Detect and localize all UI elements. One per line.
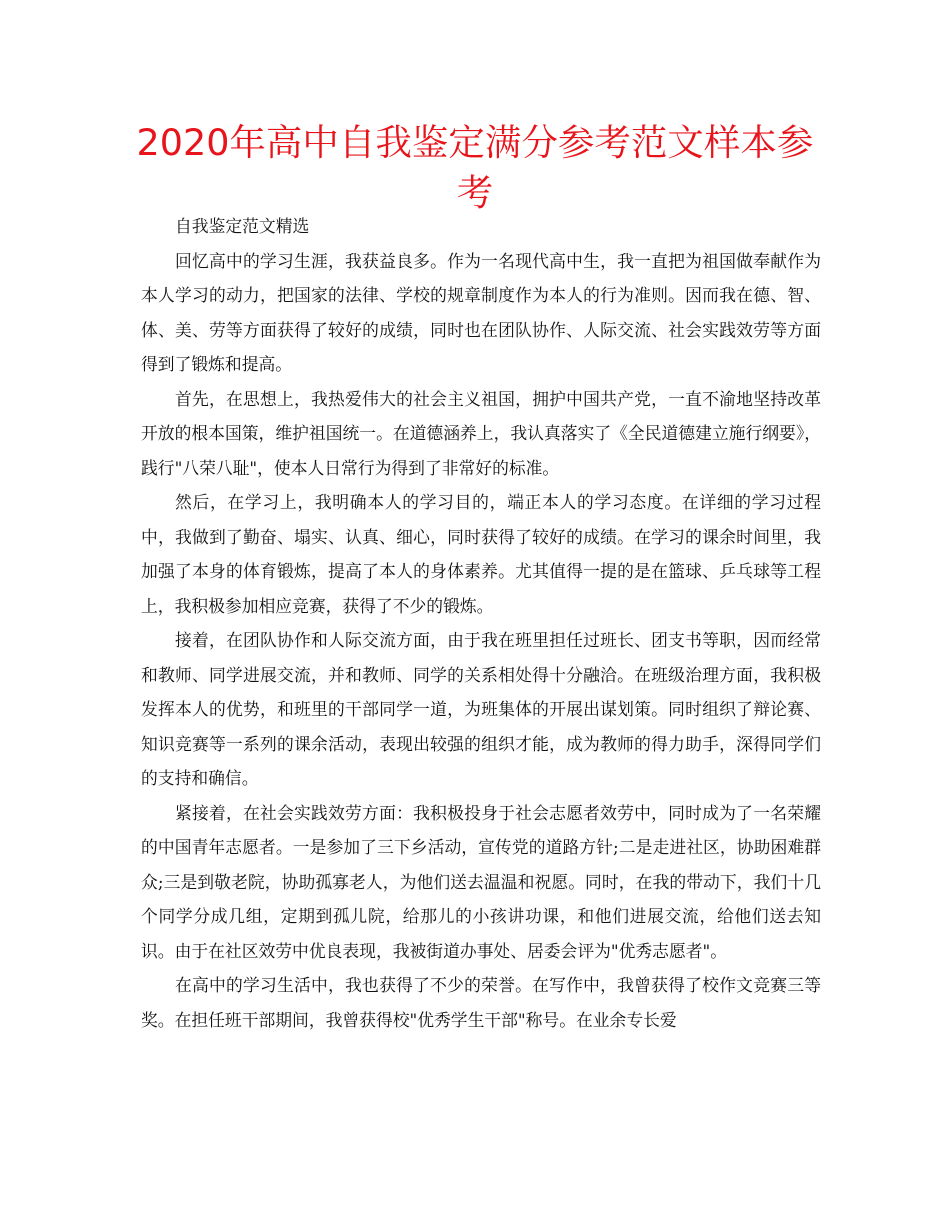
document-body [141, 209, 821, 1037]
document-title: 2020年高中自我鉴定满分参考范文样本参考 [136, 121, 814, 214]
paragraph-social-practice: 紧接着，在社会实践效劳方面：我积极投身于社会志愿者效劳中，同时成为了一名荣耀的中国青年志愿者。一是参加了三下乡活动，宣传党的道路方针;二是走进社区，协助困难群众;三是到敬老院，协助孤寡老人，为他们送去温温和祝愿。同时，在我的带动下，我们十几个同学分成几组，定期到孤儿院，给那儿的小孩讲功课，和他们进展交流，给他们送去知识。由于在社区效劳中优良表现，我被街道办事处、居委会评为"优秀志愿者"。 [141, 802, 821, 961]
paragraph-teamwork: 接着，在团队协作和人际交流方面，由于我在班里担任过班长、团支书等职，因而经常和教师、同学进展交流，并和教师、同学的关系相处得十分融洽。在班级治理方面，我积极发挥本人的优势，和班里的干部同学一道，为班集体的开展出谋划策。同时组织了辩论赛、知识竞赛等一系列的课余活动，表现出较强的组织才能，成为教师的得力助手，深得同学们的支持和确信。 [141, 630, 821, 788]
section-heading: 自我鉴定范文精选 [175, 216, 310, 236]
paragraph-study: 然后，在学习上，我明确本人的学习目的，端正本人的学习态度。在详细的学习过程中，我做到了勤奋、塌实、认真、细心，同时获得了较好的成绩。在学习的课余时间里，我加强了本身的体育锻炼，提高了本人的身体素养。尤其值得一提的是在篮球、乒乓球等工程上，我积极参加相应竞赛，获得了不少的锻炼。 [141, 492, 821, 616]
paragraph-intro: 回忆高中的学习生涯，我获益良多。作为一名现代高中生，我一直把为祖国做奉献作为本人学习的动力，把国家的法律、学校的规章制度作为本人的行为准则。因而我在德、智、体、美、劳等方面获得了较好的成绩，同时也在团队协作、人际交流、社会实践效劳等方面得到了锻炼和提高。 [141, 250, 821, 374]
paragraph-honors: 在高中的学习生活中，我也获得了不少的荣誉。在写作中，我曾获得了校作文竞赛三等奖。在担任班干部期间，我曾获得校"优秀学生干部"称号。在业余专长爱 [141, 975, 821, 1030]
paragraph-thought: 首先，在思想上，我热爱伟大的社会主义祖国，拥护中国共产党，一直不渝地坚持改革开放的根本国策，维护祖国统一。在道德涵养上，我认真落实了《全民道德建立施行纲要》，践行"八荣八耻"，使本人日常行为得到了非常好的标准。 [141, 388, 821, 478]
